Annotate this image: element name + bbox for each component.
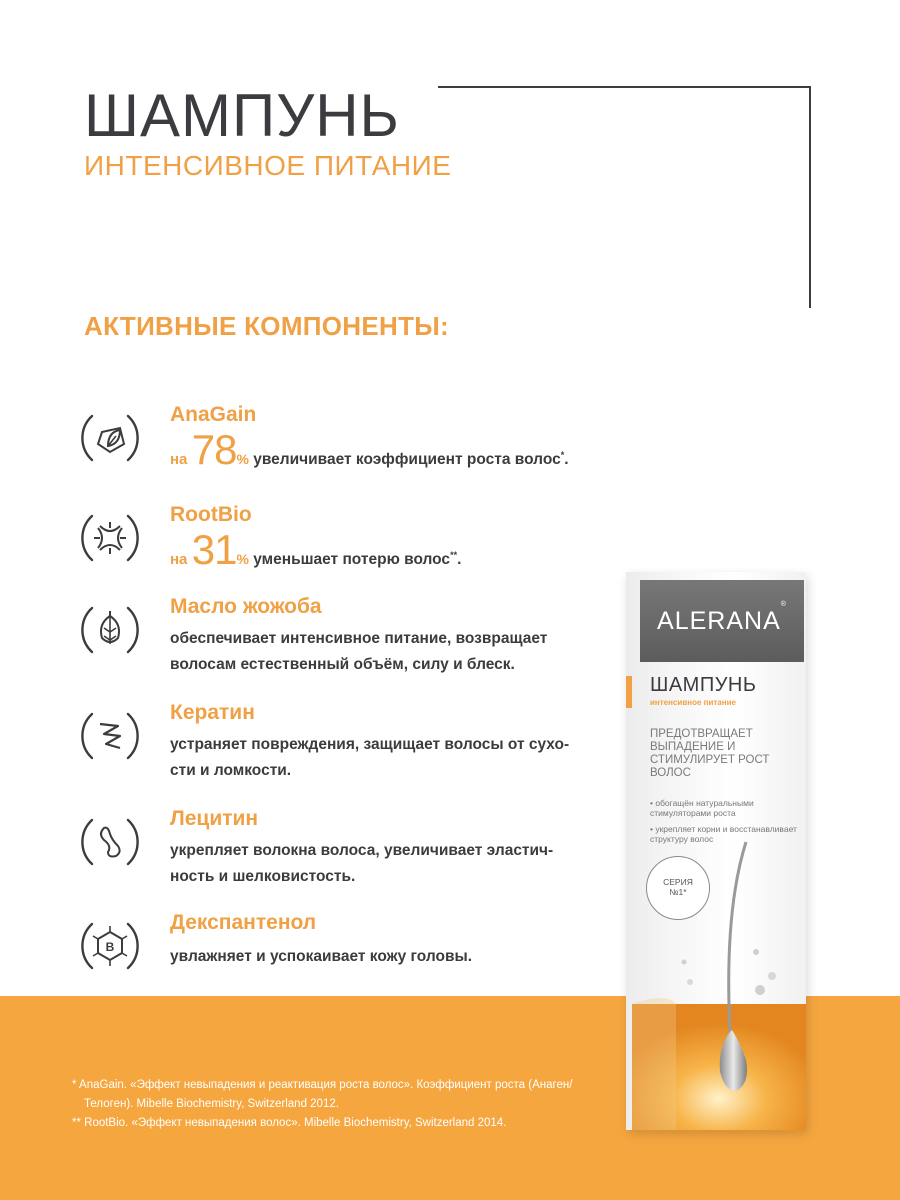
footnote-mark: * (560, 449, 565, 460)
jojoba-fruit-icon (78, 598, 142, 662)
stat-end: . (564, 451, 569, 468)
component-stat (170, 426, 569, 474)
footnotes (72, 1076, 592, 1133)
product-box-image (626, 572, 806, 1130)
brand-logo (640, 580, 804, 662)
stat-text: уменьшает потерю волос (253, 551, 451, 568)
component-name: AnaGain (170, 403, 257, 426)
seal-line-2: №1* (669, 887, 687, 897)
stat-unit: % (236, 551, 249, 567)
footnote-1: * AnaGain. «Эффект невыпадения и реактивация роста волос». Коэффициент роста (Анаген/Телоген). Mibelle Biochemistry, Switzerland 2012. (72, 1079, 573, 1110)
frame-line-top (438, 86, 811, 88)
hair-root-icon (78, 506, 142, 570)
box-title: ШАМПУНЬ (650, 674, 757, 696)
accent-stripe (626, 676, 632, 708)
stat-text: увеличивает коэффициент роста волос (253, 451, 561, 468)
component-name: RootBio (170, 503, 252, 526)
footnote-2: ** RootBio. «Эффект невыпадения волос». Mibelle Biochemistry, Switzerland 2014. (72, 1117, 507, 1129)
box-bullet: • укрепляет корни и восстанавливает структуру волос (650, 824, 797, 844)
stat-value: 31 (191, 526, 237, 573)
stat-unit: % (236, 451, 249, 467)
stat-value: 78 (191, 426, 237, 473)
brand-mark: ® (780, 601, 787, 608)
keratin-spiral-icon (78, 704, 142, 768)
stat-end: . (457, 551, 462, 568)
box-claim: ПРЕДОТВРАЩАЕТ ВЫПАДЕНИЕ И СТИМУЛИРУЕТ РОСТ ВОЛОС (650, 728, 770, 779)
stat-prefix: на (170, 451, 188, 468)
component-name: Масло жожоба (170, 595, 322, 618)
leaf-pentagon-icon (78, 406, 142, 470)
page-title: ШАМПУНЬ (84, 82, 400, 149)
brand-name: ALERANA (657, 607, 781, 635)
component-stat (170, 526, 461, 574)
vitamin-b-hexagon-icon (78, 914, 142, 978)
series-seal (646, 856, 710, 920)
component-name: Кератин (170, 701, 255, 724)
box-bullet: • обогащён натуральными стимуляторами роста (650, 798, 754, 818)
component-description: устраняет повреждения, защищает волосы от сухо-сти и ломкости. (170, 736, 570, 779)
lecithin-molecule-icon (78, 810, 142, 874)
page-subtitle: ИНТЕНСИВНОЕ ПИТАНИЕ (84, 150, 452, 181)
seal-line-1: СЕРИЯ (663, 877, 693, 887)
svg-text:B: B (105, 940, 115, 954)
component-description: обеспечивает интенсивное питание, возвращает волосам естественный объём, силу и блеск. (170, 630, 548, 673)
component-name: Декспантенол (170, 911, 317, 934)
component-name: Лецитин (170, 807, 259, 830)
frame-line-right (809, 86, 811, 308)
seal-text (647, 877, 709, 897)
component-description: укрепляет волокна волоса, увеличивает эластич-ность и шелковистость. (170, 842, 554, 885)
footnote-mark: ** (450, 549, 458, 560)
section-title: АКТИВНЫЕ КОМПОНЕНТЫ: (84, 311, 449, 341)
component-description: увлажняет и успокаивает кожу головы. (170, 948, 473, 965)
box-subtitle: интенсивное питание (650, 698, 736, 707)
stat-prefix: на (170, 551, 188, 568)
